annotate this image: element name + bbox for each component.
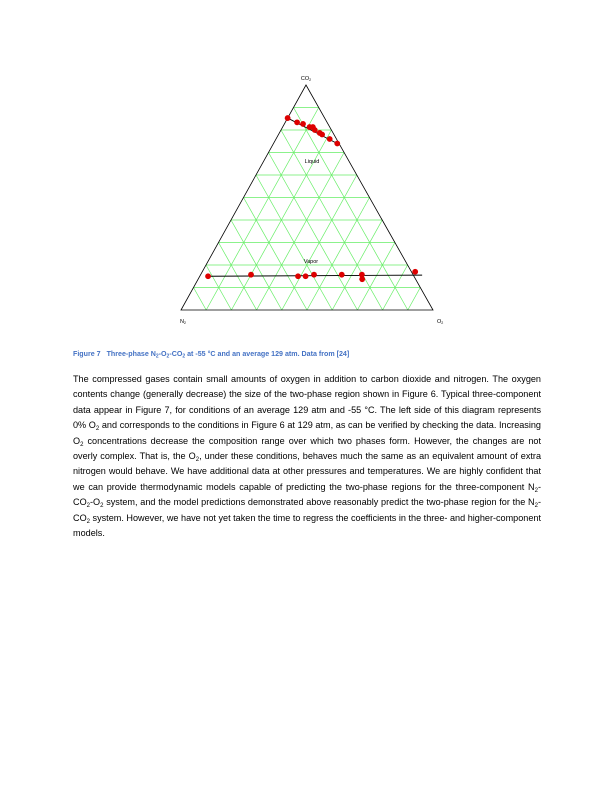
body-text: -CO — [73, 497, 541, 523]
grid-line-n2 — [194, 288, 207, 311]
vertex-label-n2: $N_2$ — [180, 319, 186, 326]
body-subscript: 2 — [100, 503, 104, 510]
body-text: and corresponds to the conditions in Figure 6 at 129 atm, as can be verified by checking the data. Increasing O — [73, 420, 541, 446]
figure-number: Figure 7 — [73, 350, 101, 358]
grid-line-o2 — [307, 198, 370, 311]
vapor-data-point — [295, 273, 301, 279]
body-paragraph — [73, 372, 541, 541]
body-subscript: 2 — [195, 457, 200, 464]
caption-text: at -55 °C and an average 129 atm. Data from [24] — [185, 350, 350, 358]
figure-caption-title — [107, 350, 350, 358]
figure-caption — [73, 350, 543, 358]
liquid-data-point — [312, 127, 318, 133]
vertex-label-co2: $CO_2$ — [300, 76, 312, 83]
grid-line-n2 — [294, 108, 408, 311]
body-text: , under these conditions, behaves much the same as an equivalent amount of extra nitrogen would behave. We have additional data at other pressures and temperatures. We are highly confident that we can provide thermodynamic models capable of predicting the two-phase regions for the three-component N — [73, 451, 541, 492]
liquid-data-point — [334, 141, 340, 147]
body-subscript: 2 — [95, 426, 100, 433]
body-text: system, and the model predictions demonstrated above reasonably predict the two-phase region for the N — [103, 497, 535, 508]
vapor-data-point — [339, 272, 345, 278]
vapor-data-point — [359, 276, 365, 282]
body-subscript: 2 — [534, 487, 538, 494]
body-text: system. However, we have not yet taken the time to regress the coefficients in the three- and higher-component models. — [73, 512, 541, 539]
caption-text: -CO — [169, 350, 183, 358]
vapor-data-point — [248, 272, 254, 278]
body-text: The compressed gases contain small amounts of oxygen in addition to carbon dioxide and nitrogen. The oxygen contents change (generally decrease) the size of the two-phase region shown in Figure 6. Typical three-component data appear in Figure 7, for conditions of an average 129 atm and -55 °C. The left side of this diagram represents 0% O — [73, 374, 541, 431]
ternary-diagram — [0, 0, 612, 340]
vapor-data-point — [412, 269, 418, 275]
grid-line-o2 — [206, 108, 319, 311]
grid-line-o2 — [408, 288, 421, 311]
grid-line-o2 — [257, 153, 345, 311]
liquid-data-point — [294, 119, 300, 125]
body-text: concentrations decrease the composition range over which two phases form. However, the changes are not overly complex. That is, the O — [73, 435, 541, 462]
liquid-data-point — [327, 136, 333, 142]
grid-line-n2 — [269, 153, 358, 311]
grid-line-n2 — [244, 198, 308, 311]
caption-subscript: 2 — [155, 353, 159, 360]
body-text: -CO — [73, 481, 541, 508]
caption-text: Three-phase N — [106, 350, 156, 358]
body-text: -O — [89, 497, 101, 508]
vapor-data-point — [303, 273, 309, 279]
liquid-data-point — [319, 132, 325, 138]
caption-text: -O — [158, 350, 167, 358]
vapor-data-point — [311, 272, 317, 278]
caption-subscript: 2 — [182, 353, 186, 360]
liquid-data-point — [300, 121, 306, 127]
vapor-data-point — [205, 273, 211, 279]
ternary-grid — [194, 108, 421, 311]
body-subscript: 2 — [534, 503, 538, 510]
vertex-label-o2: $O_2$ — [437, 319, 444, 326]
vapor-label: Vapor — [303, 259, 319, 265]
liquid-data-point — [285, 115, 291, 121]
body-subscript: 2 — [86, 518, 90, 525]
body-subscript: 2 — [86, 503, 90, 510]
caption-subscript: 2 — [166, 353, 170, 360]
body-subscript: 2 — [80, 441, 84, 448]
liquid-label: Liquid — [304, 159, 320, 165]
